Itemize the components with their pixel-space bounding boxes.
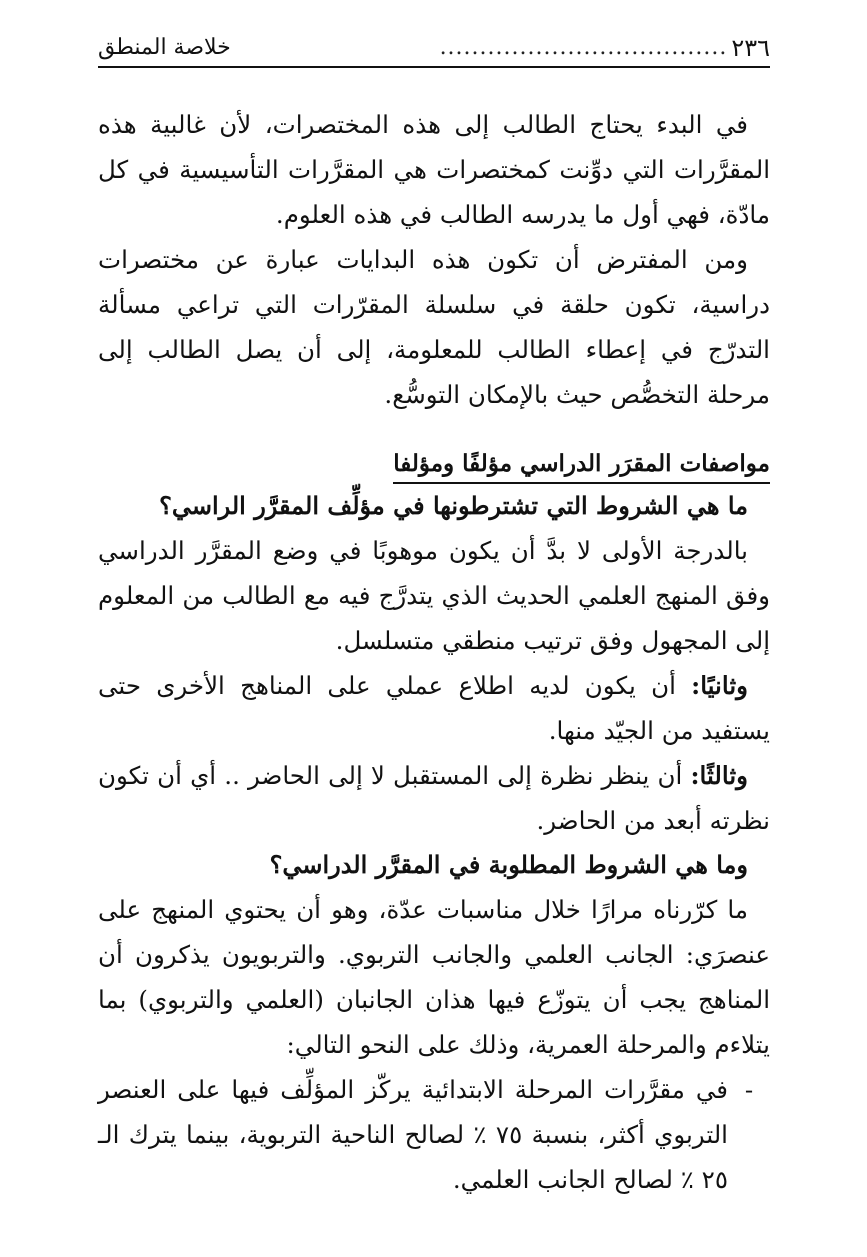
second-text: أن يكون لديه اطلاع عملي على المناهج الأخرى حتى يستفيد من الجيّد منها. — [98, 671, 770, 745]
book-title: خلاصة المنطق — [98, 35, 231, 60]
page-body — [98, 102, 770, 1202]
header-leader-dots: .................................... — [439, 35, 728, 60]
paragraph-2: ومن المفترض أن تكون هذه البدايات عبارة عن مختصرات دراسية، تكون حلقة في سلسلة المقرّرات التي تراعي مسألة التدرّج في إعطاء الطالب للمعلومة، إلى أن يصل الطالب إلى مرحلة التخصُّص حيث بالإمكان التوسُّع. — [98, 245, 770, 409]
bullet-item — [98, 1067, 770, 1202]
paragraph-3: بالدرجة الأولى لا بدَّ أن يكون موهوبًا في وضع المقرَّر الدراسي وفق المنهج العلمي الحديث الذي يتدرَّج فيه مع الطالب من المعلوم إلى المجهول وفق ترتيب منطقي متسلسل. — [98, 536, 770, 655]
running-header — [98, 30, 770, 68]
second-lead: وثانيًا: — [691, 671, 748, 700]
section-heading: مواصفات المقرَر الدراسي مؤلفًا ومؤلفا — [393, 447, 770, 484]
paragraph-4: ما كرّرناه مرارًا خلال مناسبات عدّة، وهو أن يحتوي المنهج على عنصرَي: الجانب العلمي والجانب التربوي. والتربويون يذكرون أن المناهج يجب أن يتوزّع فيها هذان الجانبان (العلمي والتربوي) بما يتلاءم والمرحلة العمرية، وذلك على النحو التالي: — [98, 895, 770, 1059]
third-text: أن ينظر نظرة إلى المستقبل لا إلى الحاضر .. أي أن تكون نظرته أبعد من الحاضر. — [98, 761, 770, 835]
question-1: ما هي الشروط التي تشترطونها في مؤلِّف المقرَّر الراسي؟ — [159, 491, 748, 520]
paragraph-second — [98, 663, 770, 753]
paragraph-third — [98, 753, 770, 843]
page-number: ٢٣٦ — [731, 34, 770, 62]
question-2: وما هي الشروط المطلوبة في المقرَّر الدراسي؟ — [269, 850, 748, 879]
paragraph-1: في البدء يحتاج الطالب إلى هذه المختصرات، لأن غالبية هذه المقرَّرات التي دوِّنت كمختصرات هي المقرَّرات التأسيسية في كل مادّة، فهي أول ما يدرسه الطالب في هذه العلوم. — [98, 110, 770, 229]
bullet-text: في مقرَّرات المرحلة الابتدائية يركّز المؤلِّف فيها على العنصر التربوي أكثر، بنسبة ٧٥ ٪ لصالح الناحية التربوية، بينما يترك الـ ٢٥ ٪ لصالح الجانب العلمي. — [98, 1075, 728, 1194]
section-heading-wrapper — [98, 417, 770, 484]
third-lead: وثالثًا: — [690, 761, 748, 790]
bullet-dash: - — [744, 1075, 754, 1104]
book-page — [98, 30, 770, 1202]
